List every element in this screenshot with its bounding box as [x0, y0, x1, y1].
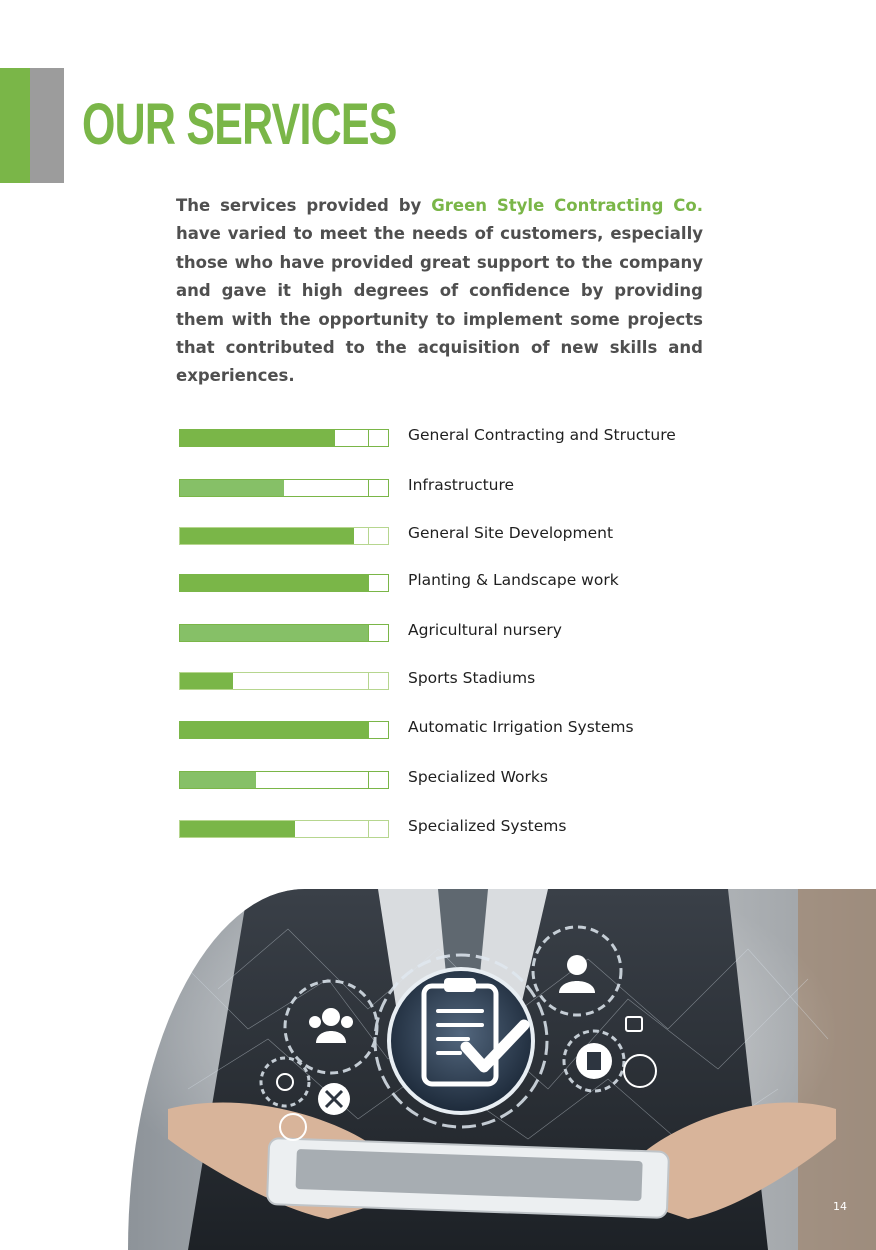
- service-level-bar: [179, 479, 389, 497]
- service-level-fill: [180, 821, 295, 837]
- intro-paragraph: [176, 192, 703, 391]
- service-row: [179, 571, 739, 594]
- service-level-cap: [368, 673, 388, 689]
- service-level-cap: [368, 480, 388, 496]
- service-level-bar: [179, 771, 389, 789]
- hands-tablet-gears-image: [128, 889, 876, 1250]
- service-level-cap: [368, 575, 388, 591]
- service-label: Automatic Irrigation Systems: [408, 718, 634, 736]
- service-level-cap: [368, 722, 388, 738]
- service-level-fill: [180, 673, 233, 689]
- service-label: General Contracting and Structure: [408, 426, 676, 444]
- page-number: 14: [833, 1200, 847, 1213]
- services-illustration: [128, 889, 876, 1250]
- service-level-fill: [180, 430, 335, 446]
- service-level-bar: [179, 574, 389, 592]
- service-level-cap: [368, 430, 388, 446]
- service-label: Specialized Systems: [408, 817, 567, 835]
- service-label: Agricultural nursery: [408, 621, 562, 639]
- service-label: General Site Development: [408, 524, 614, 542]
- service-row: [179, 768, 739, 791]
- service-level-fill: [180, 528, 354, 544]
- service-level-fill: [180, 625, 369, 641]
- service-level-fill: [180, 772, 256, 788]
- intro-lead: The services provided by: [176, 196, 422, 215]
- service-level-bar: [179, 624, 389, 642]
- title-accent-gray: [30, 68, 64, 183]
- service-label: Infrastructure: [408, 476, 515, 494]
- service-row: [179, 621, 739, 644]
- service-row: [179, 524, 739, 547]
- service-level-cap: [368, 821, 388, 837]
- intro-body: have varied to meet the needs of customers, especially those who have provided great support to the company and gave it high degrees of confidence by providing them with the opportunity to implement some projects that contributed to the acquisition of new skills and experiences.: [176, 224, 703, 386]
- company-name: Green Style Contracting Co.: [431, 196, 704, 215]
- service-row: [179, 426, 739, 449]
- title-accent-green: [0, 68, 30, 183]
- service-level-cap: [368, 528, 388, 544]
- service-row: [179, 476, 739, 499]
- service-level-bar: [179, 672, 389, 690]
- service-level-fill: [180, 722, 369, 738]
- service-row: [179, 817, 739, 840]
- service-level-bar: [179, 527, 389, 545]
- service-label: Planting & Landscape work: [408, 571, 619, 589]
- service-level-fill: [180, 575, 369, 591]
- service-level-bar: [179, 429, 389, 447]
- service-level-fill: [180, 480, 284, 496]
- service-level-cap: [368, 772, 388, 788]
- service-row: [179, 718, 739, 741]
- service-level-bar: [179, 721, 389, 739]
- service-level-cap: [368, 625, 388, 641]
- service-label: Sports Stadiums: [408, 669, 536, 687]
- service-level-bar: [179, 820, 389, 838]
- page-title: OUR SERVICES: [82, 92, 397, 157]
- service-row: [179, 669, 739, 692]
- service-label: Specialized Works: [408, 768, 548, 786]
